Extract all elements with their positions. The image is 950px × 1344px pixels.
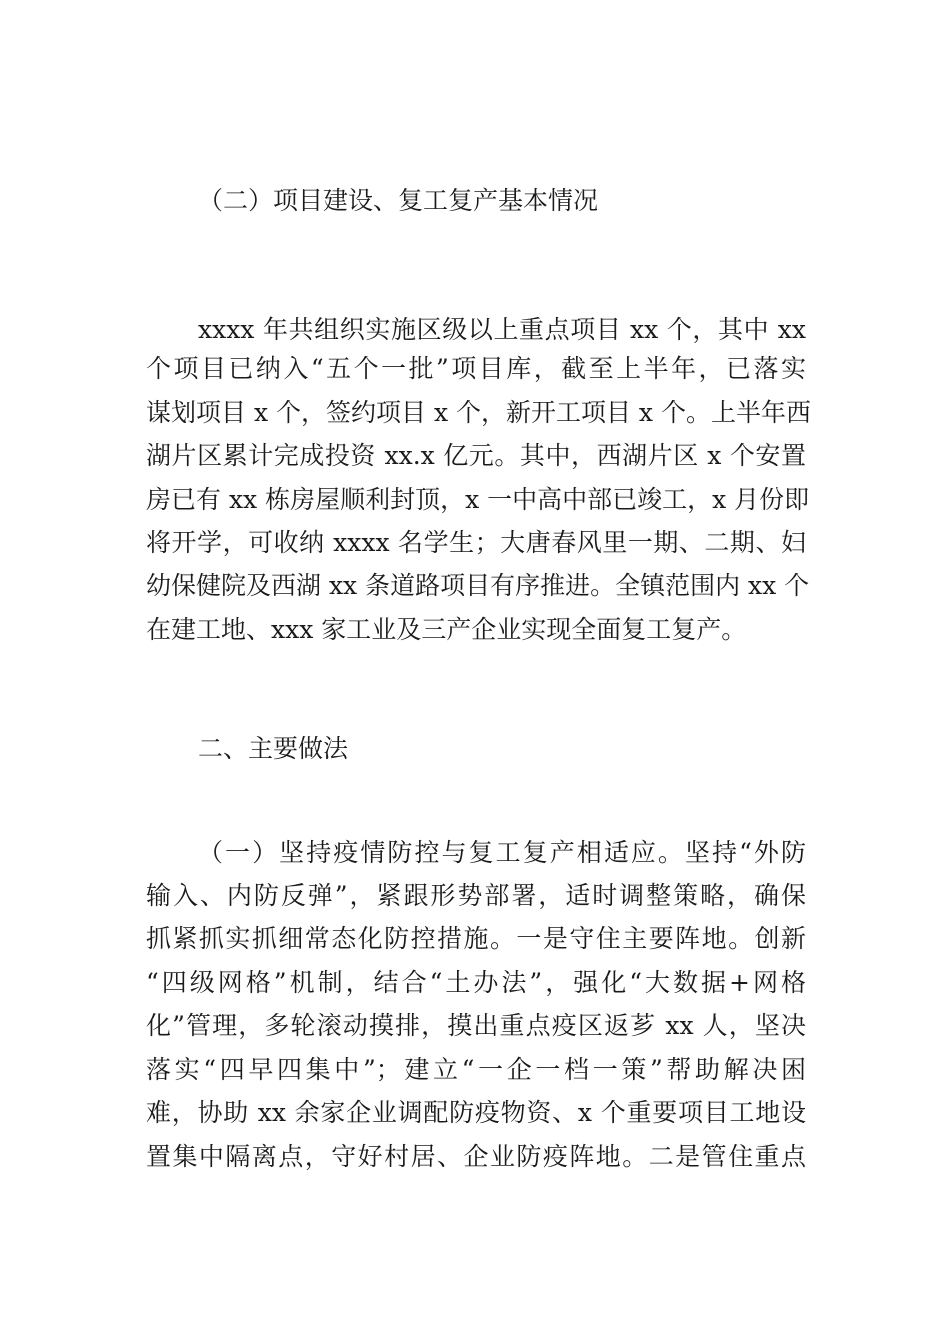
section-heading: 二、主要做法 <box>198 734 349 763</box>
paragraph-line: 房已有 xx 栋房屋顺利封顶，x 一中高中部已竣工，x 月份即 <box>146 485 810 514</box>
paragraph-line: 抓紧抓实抓细常态化防控措施。一是守住主要阵地。创新 <box>146 924 806 953</box>
paragraph-line: 输入、内防反弹”，紧跟形势部署，适时调整策略，确保 <box>146 881 806 910</box>
paragraph-line: （一）坚持疫情防控与复工复产相适应。坚持“外防 <box>198 838 806 867</box>
paragraph-line: 个项目已纳入“五个一批”项目库，截至上半年，已落实 <box>146 354 806 383</box>
paragraph-line: “四级网格”机制，结合“土办法”，强化“大数据+网格 <box>146 968 806 997</box>
subsection-heading: （二）项目建设、复工复产基本情况 <box>198 186 599 215</box>
paragraph-line: 化”管理，多轮滚动摸排，摸出重点疫区返芗 xx 人，坚决 <box>146 1011 806 1040</box>
paragraph-line: xxxx 年共组织实施区级以上重点项目 xx 个，其中 xx <box>198 315 806 344</box>
paragraph-line: 幼保健院及西湖 xx 条道路项目有序推进。全镇范围内 xx 个 <box>146 571 810 600</box>
paragraph-line: 置集中隔离点，守好村居、企业防疫阵地。二是管住重点 <box>146 1142 806 1171</box>
paragraph-line: 谋划项目 x 个，签约项目 x 个，新开工项目 x 个。上半年西 <box>146 398 811 427</box>
paragraph-line: 难，协助 xx 余家企业调配防疫物资、x 个重要项目工地设 <box>146 1098 806 1127</box>
paragraph-line: 在建工地、xxx 家工业及三产企业实现全面复工复产。 <box>146 615 747 644</box>
paragraph-line: 将开学，可收纳 xxxx 名学生；大唐春风里一期、二期、妇 <box>146 528 806 557</box>
paragraph-line: 落实“四早四集中”；建立“一企一档一策”帮助解决困 <box>146 1055 806 1084</box>
paragraph-line: 湖片区累计完成投资 xx.x 亿元。其中，西湖片区 x 个安置 <box>146 441 806 470</box>
